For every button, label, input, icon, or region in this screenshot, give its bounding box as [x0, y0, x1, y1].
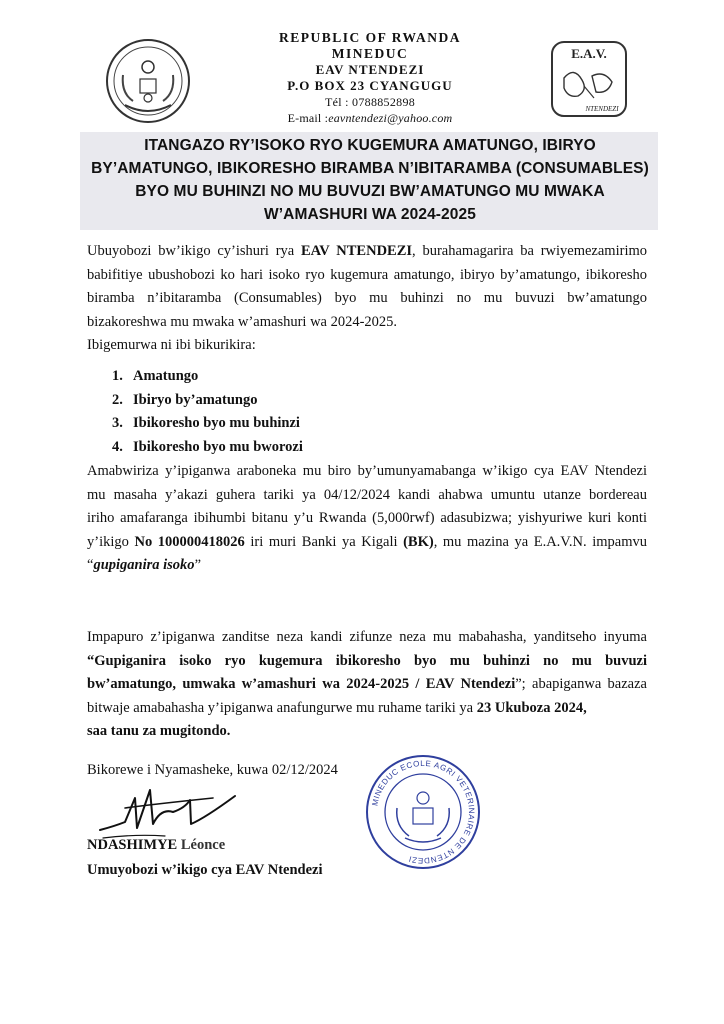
list-item: 4. Ibikoresho byo mu bworozi — [112, 438, 303, 455]
submission-line — [87, 720, 647, 744]
submission-line: bitwaje amabahasha y’ipiganwa anafungurwe mu ruhame tariki ya 23 Ukuboza 2024, — [87, 699, 587, 716]
national-seal-icon — [103, 35, 193, 127]
title-line: BY’AMATUNGO, IBIKORESHO BIRAMBA N’IBITARAMBA (CONSUMABLES) — [91, 160, 649, 177]
submission-line: Impapuro z’ipiganwa zanditse neza kandi zifunze neza mu mabahasha, yanditseho inyuma — [87, 629, 647, 645]
submission-paragraph — [87, 626, 647, 744]
submission-line: “Gupiganira isoko ryo kugemura ibikoresho byo mu buhinzi no mu buvuzi — [87, 652, 647, 669]
submission-line: bw’amatungo, umwaka w’amashuri wa 2024-2025 / EAV Ntendezi”; abapiganwa bazaza — [87, 676, 647, 692]
account-number: No 100000418026 — [134, 533, 245, 550]
bidding-line: mu masaha y’akazi guhera tariki ya 04/12/2024 kandi ahabwa umuntu utanze bordereau — [87, 486, 647, 503]
email-label: E-mail : — [287, 111, 329, 125]
email-value: eavntendezi@yahoo.com — [328, 111, 453, 125]
stamp-ring-text: MINEDUC ECOLE AGRI VETERINAIRE DE NTENDEZI — [370, 758, 477, 866]
po-box: P.O BOX 23 CYANGUGU — [287, 78, 453, 93]
intro-line: babifitiye ubushobozi ko hari isoko ryo kugemura amatungo, ibiryo by’amatungo, ibikoresho — [87, 266, 647, 283]
opening-date: 23 Ukuboza 2024, — [476, 699, 587, 716]
svg-text:MINEDUC ECOLE AGRI VETERINAIRE — [370, 759, 476, 865]
bidding-line: Amabwiriza y’ipiganwa araboneka mu biro by’umunyamabanga w’ikigo cya EAV Ntendezi — [87, 463, 647, 479]
school-name: EAV NTENDEZI — [315, 62, 425, 77]
list-item: 2. Ibiryo by’amatungo — [112, 391, 258, 408]
opening-time: saa tanu za mugitondo. — [87, 723, 231, 739]
signer-title: Umuyobozi w’ikigo cya EAV Ntendezi — [87, 862, 323, 878]
title-line: W’AMASHURI WA 2024-2025 — [264, 206, 476, 223]
intro-line: biramba n’ibitaramba (Consumables) byo mu buhinzi no mu buvuzi bw’amatungo — [87, 290, 647, 306]
school-name-bold: EAV NTENDEZI — [301, 243, 413, 259]
country-name: REPUBLIC OF RWANDA — [278, 30, 462, 45]
eav-logo-text-bottom: NTENDEZI — [585, 105, 619, 113]
official-stamp — [363, 752, 483, 872]
letterhead — [240, 30, 500, 126]
ministry-name: MINEDUC — [331, 46, 409, 61]
items-intro: Ibigemurwa ni ibi bikurikira: — [87, 337, 256, 353]
items-list — [112, 365, 303, 459]
place-date: Bikorewe i Nyamasheke, kuwa 02/12/2024 — [87, 762, 338, 778]
email-line — [240, 110, 500, 126]
bidding-paragraph — [87, 460, 647, 578]
telephone: Tél : 0788852898 — [324, 95, 416, 109]
title-line: BYO MU BUHINZI NO MU BUVUZI BW’AMATUNGO MU MWAKA — [135, 183, 605, 200]
bidding-line: “gupiganira isoko” — [87, 557, 201, 573]
eav-logo — [548, 38, 630, 120]
signer-name: NDASHIMYE Léonce — [87, 837, 226, 853]
intro-line: bizakoreshwa mu mwaka w’amashuri wa 2024-2025. — [87, 313, 398, 330]
intro-paragraph — [87, 240, 647, 358]
bidding-line: iriho amafaranga ibihumbi bitanu y’u Rwanda (5,000rwf) adasubizwa; yishyuriwe kuri konti — [87, 510, 647, 526]
title-line: ITANGAZO RY’ISOKO RYO KUGEMURA AMATUNGO, IBIRYO — [144, 137, 596, 154]
bidding-line: y’ikigo No 100000418026 iri muri Banki ya Kigali (BK), mu mazina ya E.A.V.N. impamvu — [87, 533, 647, 550]
list-item: 1. Amatungo — [112, 368, 199, 384]
eav-logo-text-top: E.A.V. — [571, 46, 607, 61]
list-item: 3. Ibikoresho byo mu buhinzi — [112, 415, 300, 431]
announcement-title — [90, 134, 650, 226]
intro-line: Ubuyobozi bw’ikigo cy’ishuri rya EAV NTENDEZI, burahamagarira ba rwiyemezamirimo — [87, 243, 647, 259]
bank-code: (BK) — [403, 533, 434, 550]
payment-reason: gupiganira isoko — [93, 557, 195, 573]
